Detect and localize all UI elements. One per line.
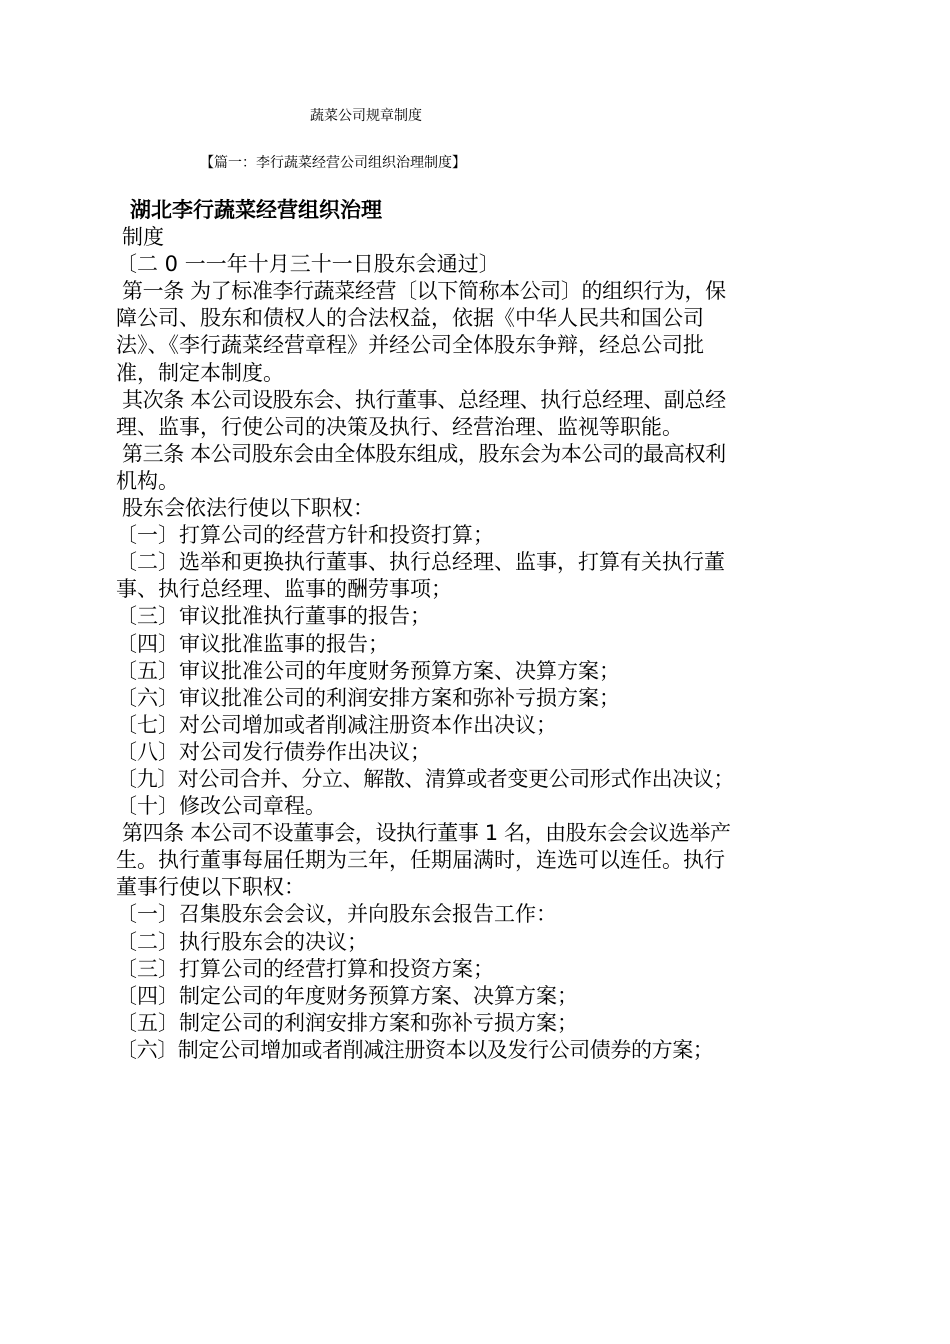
article-4-cont: 董事行使以下职权： [116,875,305,900]
article-3: 第三条 本公司股东会由全体股东组成，股东会为本公司的最高权利 [122,441,726,466]
list-item: 〔五〕制定公司的利润安排方案和弥补亏损方案； [116,1010,578,1035]
article-1-cont: 法》、《李行蔬菜经营章程》并经公司全体股东争辩，经总公司批 [116,333,704,358]
list-item: 〔一〕打算公司的经营方针和投资打算； [116,523,494,548]
article-3-cont: 机构。 [116,468,179,493]
list-item: 〔八〕对公司发行债券作出决议； [116,739,431,764]
list-item-cont: 事、执行总经理、监事的酬劳事项； [116,577,452,602]
doc-body [116,197,836,1064]
list-item: 〔七〕对公司增加或者削减注册资本作出决议； [116,712,557,737]
list-item: 〔三〕审议批准执行董事的报告； [116,604,431,629]
article-4: 第四条 本公司不设董事会，设执行董事 1 名，由股东会会议选举产 [122,821,731,846]
list-item: 〔二〕选举和更换执行董事、执行总经理、监事，打算有关执行董 [116,550,725,575]
article-1-cont: 障公司、股东和债权人的合法权益，依据《中华人民共和国公司 [116,306,704,331]
list-item: 〔一〕召集股东会会议，并向股东会报告工作： [116,902,557,927]
powers-intro: 股东会依法行使以下职权： [122,496,374,521]
article-2: 其次条 本公司设股东会、执行董事、总经理、执行总经理、副总经 [122,387,726,412]
adoption-note: 〔二 0 一一年十月三十一日股东会通过〕 [116,252,500,277]
doc-subheader: 【篇一：李行蔬菜经营公司组织治理制度】 [200,155,466,171]
list-item: 〔三〕打算公司的经营打算和投资方案； [116,956,494,981]
article-2-cont: 理、监事，行使公司的决策及执行、经营治理、监视等职能。 [116,414,683,439]
article-1-cont: 准，制定本制度。 [116,360,284,385]
list-item: 〔六〕制定公司增加或者削减注册资本以及发行公司债券的方案； [116,1037,714,1062]
article-1: 第一条 为了标准李行蔬菜经营〔以下简称本公司〕的组织行为，保 [122,279,726,304]
article-4-cont: 生。执行董事每届任期为三年，任期届满时，连选可以连任。执行 [116,848,725,873]
doc-title-cont: 制度 [122,225,164,250]
list-item: 〔四〕制定公司的年度财务预算方案、决算方案； [116,983,578,1008]
doc-title: 湖北李行蔬菜经营组织治理 [130,198,382,222]
doc-header: 蔬菜公司规章制度 [310,108,422,124]
list-item: 〔十〕修改公司章程。 [116,794,326,819]
list-item: 〔九〕对公司合并、分立、解散、清算或者变更公司形式作出决议； [116,766,734,791]
list-item: 〔六〕审议批准公司的利润安排方案和弥补亏损方案； [116,685,620,710]
list-item: 〔五〕审议批准公司的年度财务预算方案、决算方案； [116,658,620,683]
list-item: 〔四〕审议批准监事的报告； [116,631,389,656]
list-item: 〔二〕执行股东会的决议； [116,929,368,954]
